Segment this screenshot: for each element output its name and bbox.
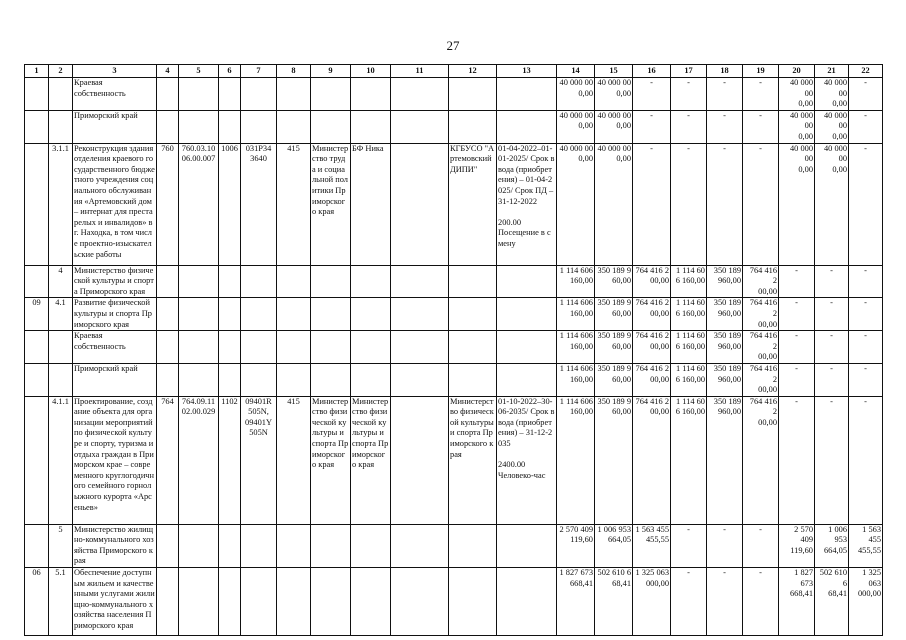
column-number-7: 7 <box>241 65 277 78</box>
table-cell-col-12 <box>449 524 497 567</box>
table-cell-col-15: 350 189 9 60,00 <box>595 363 633 396</box>
table-cell-col-15: 350 189 9 60,00 <box>595 396 633 524</box>
table-cell-col-19: 764 416 2 00,00 <box>743 331 779 364</box>
table-cell-col-10 <box>351 363 391 396</box>
column-number-19: 19 <box>743 65 779 78</box>
table-cell-col-3: Министерство жилищно-коммунального хозяйства Приморского края <box>73 524 157 567</box>
table-cell-col-6: 1006 <box>219 143 241 265</box>
table-cell-col-11 <box>391 524 449 567</box>
column-number-22: 22 <box>849 65 883 78</box>
column-number-2: 2 <box>49 65 73 78</box>
table-cell-col-4 <box>157 265 179 298</box>
table-cell-col-20: - <box>779 363 815 396</box>
table-cell-col-12 <box>449 363 497 396</box>
table-cell-col-16: 764 416 2 00,00 <box>633 298 671 331</box>
table-row <box>25 110 883 143</box>
table-cell-col-14: 2 570 409 119,60 <box>557 524 595 567</box>
table-cell-col-1 <box>25 396 49 524</box>
table-cell-col-4 <box>157 298 179 331</box>
table-cell-col-13 <box>497 110 557 143</box>
table-cell-col-11 <box>391 568 449 636</box>
table-cell-col-16: 764 416 2 00,00 <box>633 331 671 364</box>
table-row <box>25 298 883 331</box>
table-cell-col-2: 3.1.1 <box>49 143 73 265</box>
table-cell-col-16: - <box>633 110 671 143</box>
table-cell-col-4: 764 <box>157 396 179 524</box>
table-cell-col-8 <box>277 524 311 567</box>
table-cell-col-3: Краевая собственность <box>73 78 157 111</box>
table-cell-col-3: Приморский край <box>73 110 157 143</box>
table-cell-col-14: 40 000 00 0,00 <box>557 143 595 265</box>
table-cell-col-2 <box>49 110 73 143</box>
table-cell-col-22: - <box>849 363 883 396</box>
table-cell-col-1 <box>25 331 49 364</box>
table-cell-col-13 <box>497 568 557 636</box>
table-cell-col-8 <box>277 110 311 143</box>
table-cell-col-7 <box>241 331 277 364</box>
table-cell-col-5 <box>179 568 219 636</box>
table-cell-col-2 <box>49 363 73 396</box>
table-cell-col-20: - <box>779 298 815 331</box>
table-cell-col-21: - <box>815 265 849 298</box>
table-cell-col-1 <box>25 524 49 567</box>
column-number-13: 13 <box>497 65 557 78</box>
table-cell-col-17: - <box>671 524 707 567</box>
table-cell-col-4 <box>157 78 179 111</box>
table-cell-col-22: - <box>849 265 883 298</box>
table-cell-col-12 <box>449 265 497 298</box>
table-cell-col-14: 1 114 606 160,00 <box>557 363 595 396</box>
table-cell-col-7: 09401R 505N, 09401Y 505N <box>241 396 277 524</box>
table-cell-col-5: 764.09.11 02.00.029 <box>179 396 219 524</box>
column-number-15: 15 <box>595 65 633 78</box>
column-number-11: 11 <box>391 65 449 78</box>
table-cell-col-6 <box>219 265 241 298</box>
table-cell-col-18: - <box>707 568 743 636</box>
column-number-21: 21 <box>815 65 849 78</box>
table-cell-col-16: 1 325 063 000,00 <box>633 568 671 636</box>
table-cell-col-8 <box>277 568 311 636</box>
table-cell-col-20: - <box>779 265 815 298</box>
table-cell-col-11 <box>391 298 449 331</box>
table-cell-col-10 <box>351 298 391 331</box>
table-cell-col-12 <box>449 110 497 143</box>
table-cell-col-7 <box>241 363 277 396</box>
table-cell-col-1 <box>25 363 49 396</box>
table-cell-col-5 <box>179 524 219 567</box>
table-cell-col-2: 4.1.1 <box>49 396 73 524</box>
table-cell-col-4: 760 <box>157 143 179 265</box>
table-cell-col-1 <box>25 110 49 143</box>
table-cell-col-14: 1 114 606 160,00 <box>557 396 595 524</box>
table-cell-col-6 <box>219 331 241 364</box>
table-cell-col-17: - <box>671 143 707 265</box>
table-cell-col-7 <box>241 568 277 636</box>
table-cell-col-10: Министерство физической культуры и спорта Приморского края <box>351 396 391 524</box>
table-cell-col-19: 764 416 2 00,00 <box>743 363 779 396</box>
table-cell-col-14: 1 114 606 160,00 <box>557 265 595 298</box>
table-cell-col-20: 2 570 409 119,60 <box>779 524 815 567</box>
table-cell-col-3: Реконструкция здания отделения краевого государственного бюджетного учреждения социального обслуживания «Артемовский дом – интернат для престарелых и инвалидов» в г. Находка, в том числе проектно-изыскательские работы <box>73 143 157 265</box>
table-cell-col-7 <box>241 78 277 111</box>
table-cell-col-6 <box>219 568 241 636</box>
table-cell-col-11 <box>391 110 449 143</box>
table-cell-col-11 <box>391 78 449 111</box>
column-number-1: 1 <box>25 65 49 78</box>
table-cell-col-2: 4.1 <box>49 298 73 331</box>
table-row <box>25 331 883 364</box>
table-cell-col-12 <box>449 78 497 111</box>
table-cell-col-9: Министерство физической культуры и спорта Приморского края <box>311 396 351 524</box>
table-cell-col-11 <box>391 265 449 298</box>
table-cell-col-16: - <box>633 78 671 111</box>
table-cell-col-20: 40 000 00 0,00 <box>779 143 815 265</box>
table-cell-col-3: Обеспечение доступным жильем и качественными услугами жилищно-коммунального хозяйства населения Приморского края <box>73 568 157 636</box>
table-cell-col-4 <box>157 110 179 143</box>
table-cell-col-15: 1 006 953 664,05 <box>595 524 633 567</box>
table-cell-col-9 <box>311 331 351 364</box>
table-cell-col-13 <box>497 298 557 331</box>
table-cell-col-19: 764 416 2 00,00 <box>743 298 779 331</box>
table-cell-col-14: 1 114 606 160,00 <box>557 331 595 364</box>
table-cell-col-6 <box>219 78 241 111</box>
table-cell-col-16: - <box>633 143 671 265</box>
table-cell-col-15: 350 189 9 60,00 <box>595 298 633 331</box>
table-cell-col-13 <box>497 363 557 396</box>
table-cell-col-5 <box>179 265 219 298</box>
table-cell-col-17: - <box>671 78 707 111</box>
column-number-3: 3 <box>73 65 157 78</box>
table-cell-col-18: - <box>707 143 743 265</box>
table-cell-col-14: 40 000 00 0,00 <box>557 78 595 111</box>
table-cell-col-11 <box>391 331 449 364</box>
table-cell-col-22: 1 325 063 000,00 <box>849 568 883 636</box>
table-cell-col-10 <box>351 331 391 364</box>
page-number: 27 <box>446 38 460 53</box>
table-cell-col-1 <box>25 78 49 111</box>
table-cell-col-3: Развитие физической культуры и спорта Приморского края <box>73 298 157 331</box>
column-number-12: 12 <box>449 65 497 78</box>
table-cell-col-6 <box>219 298 241 331</box>
table-cell-col-5 <box>179 110 219 143</box>
table-cell-col-7 <box>241 110 277 143</box>
table-cell-col-16: 764 416 2 00,00 <box>633 265 671 298</box>
column-number-9: 9 <box>311 65 351 78</box>
table-cell-col-10 <box>351 524 391 567</box>
column-number-16: 16 <box>633 65 671 78</box>
table-cell-col-4 <box>157 331 179 364</box>
table-cell-col-14: 1 114 606 160,00 <box>557 298 595 331</box>
table-cell-col-4 <box>157 568 179 636</box>
table-cell-col-3: Приморский край <box>73 363 157 396</box>
table-cell-col-12 <box>449 298 497 331</box>
table-cell-col-21: - <box>815 331 849 364</box>
table-cell-col-2: 5 <box>49 524 73 567</box>
table-cell-col-6 <box>219 110 241 143</box>
table-cell-col-13 <box>497 265 557 298</box>
table-cell-col-14: 40 000 00 0,00 <box>557 110 595 143</box>
table-cell-col-15: 40 000 00 0,00 <box>595 110 633 143</box>
table-cell-col-5 <box>179 78 219 111</box>
table-cell-col-5: 760.03.10 06.00.007 <box>179 143 219 265</box>
table-cell-col-12: Министерство физической культуры и спорта Приморского края <box>449 396 497 524</box>
table-cell-col-12 <box>449 331 497 364</box>
table-cell-col-19: - <box>743 524 779 567</box>
table-cell-col-21: 502 610 6 68,41 <box>815 568 849 636</box>
table-cell-col-8: 415 <box>277 396 311 524</box>
table-cell-col-19: - <box>743 143 779 265</box>
table-row <box>25 143 883 265</box>
table-cell-col-15: 40 000 00 0,00 <box>595 143 633 265</box>
table-cell-col-16: 764 416 2 00,00 <box>633 396 671 524</box>
table-cell-col-21: 40 000 00 0,00 <box>815 143 849 265</box>
table-cell-col-21: - <box>815 298 849 331</box>
table-cell-col-1: 06 <box>25 568 49 636</box>
table-cell-col-3: Проектирование, создание объекта для организации мероприятий по физической культуре и спорту, туризма и отдыха граждан в Приморском крае – современного круглогодичного семейного горнолыжного курорта «Арсеньев» <box>73 396 157 524</box>
table-cell-col-10 <box>351 265 391 298</box>
table-cell-col-13: 01-10-2022–30-06-2035/ Срок ввода (приобретения) – 31-12-2035 2400.00 Человеко-час <box>497 396 557 524</box>
table-cell-col-9 <box>311 524 351 567</box>
table-row <box>25 265 883 298</box>
table-cell-col-18: 350 189 960,00 <box>707 298 743 331</box>
table-cell-col-18: 350 189 960,00 <box>707 363 743 396</box>
table-cell-col-15: 40 000 00 0,00 <box>595 78 633 111</box>
table-cell-col-4 <box>157 524 179 567</box>
table-cell-col-2 <box>49 78 73 111</box>
table-cell-col-10 <box>351 78 391 111</box>
table-cell-col-2: 5.1 <box>49 568 73 636</box>
table-cell-col-20: 40 000 00 0,00 <box>779 110 815 143</box>
table-cell-col-19: - <box>743 110 779 143</box>
table-cell-col-20: - <box>779 331 815 364</box>
table-cell-col-1 <box>25 143 49 265</box>
table-cell-col-17: - <box>671 568 707 636</box>
budget-table <box>24 64 883 636</box>
table-cell-col-17: 1 114 60 6 160,00 <box>671 396 707 524</box>
table-cell-col-22: - <box>849 110 883 143</box>
column-number-18: 18 <box>707 65 743 78</box>
table-cell-col-7 <box>241 298 277 331</box>
table-cell-col-11 <box>391 396 449 524</box>
table-cell-col-22: - <box>849 78 883 111</box>
table-cell-col-9 <box>311 265 351 298</box>
table-cell-col-20: 1 827 673 668,41 <box>779 568 815 636</box>
table-cell-col-8: 415 <box>277 143 311 265</box>
table-cell-col-8 <box>277 331 311 364</box>
table-cell-col-8 <box>277 298 311 331</box>
column-number-6: 6 <box>219 65 241 78</box>
table-cell-col-9 <box>311 110 351 143</box>
table-cell-col-12: КГБУСО "Артемовский ДИПИ" <box>449 143 497 265</box>
column-number-4: 4 <box>157 65 179 78</box>
table-cell-col-18: 350 189 960,00 <box>707 396 743 524</box>
table-cell-col-19: 764 416 2 00,00 <box>743 265 779 298</box>
table-cell-col-21: - <box>815 396 849 524</box>
table-cell-col-19: - <box>743 78 779 111</box>
table-cell-col-16: 1 563 455 455,55 <box>633 524 671 567</box>
table-cell-col-13 <box>497 78 557 111</box>
table-cell-col-8 <box>277 78 311 111</box>
table-cell-col-6 <box>219 524 241 567</box>
table-cell-col-15: 502 610 6 68,41 <box>595 568 633 636</box>
column-number-20: 20 <box>779 65 815 78</box>
column-number-10: 10 <box>351 65 391 78</box>
table-cell-col-21: 1 006 953 664,05 <box>815 524 849 567</box>
table-row <box>25 568 883 636</box>
table-cell-col-17: 1 114 60 6 160,00 <box>671 331 707 364</box>
column-number-17: 17 <box>671 65 707 78</box>
table-cell-col-19: 764 416 2 00,00 <box>743 396 779 524</box>
table-cell-col-18: 350 189 960,00 <box>707 331 743 364</box>
table-cell-col-9 <box>311 568 351 636</box>
table-cell-col-11 <box>391 143 449 265</box>
table-cell-col-22: - <box>849 396 883 524</box>
table-cell-col-19: - <box>743 568 779 636</box>
table-cell-col-13 <box>497 331 557 364</box>
table-row <box>25 524 883 567</box>
table-cell-col-18: - <box>707 110 743 143</box>
table-cell-col-16: 764 416 2 00,00 <box>633 363 671 396</box>
table-cell-col-7: 031P34 3640 <box>241 143 277 265</box>
table-cell-col-7 <box>241 265 277 298</box>
table-cell-col-9 <box>311 78 351 111</box>
table-cell-col-1 <box>25 265 49 298</box>
table-cell-col-10 <box>351 568 391 636</box>
table-row <box>25 396 883 524</box>
table-cell-col-3: Министерство физической культуры и спорта Приморского края <box>73 265 157 298</box>
table-cell-col-6: 1102 <box>219 396 241 524</box>
column-number-5: 5 <box>179 65 219 78</box>
table-cell-col-15: 350 189 9 60,00 <box>595 265 633 298</box>
table-cell-col-8 <box>277 265 311 298</box>
table-cell-col-18: - <box>707 78 743 111</box>
column-number-14: 14 <box>557 65 595 78</box>
table-cell-col-7 <box>241 524 277 567</box>
table-cell-col-14: 1 827 673 668,41 <box>557 568 595 636</box>
table-cell-col-21: 40 000 00 0,00 <box>815 110 849 143</box>
table-cell-col-4 <box>157 363 179 396</box>
table-cell-col-6 <box>219 363 241 396</box>
table-cell-col-9 <box>311 363 351 396</box>
table-cell-col-11 <box>391 363 449 396</box>
table-cell-col-13 <box>497 524 557 567</box>
table-cell-col-2 <box>49 331 73 364</box>
table-cell-col-10: БФ Ника <box>351 143 391 265</box>
table-cell-col-17: 1 114 60 6 160,00 <box>671 265 707 298</box>
table-cell-col-22: - <box>849 331 883 364</box>
table-cell-col-2: 4 <box>49 265 73 298</box>
table-cell-col-10 <box>351 110 391 143</box>
table-cell-col-20: - <box>779 396 815 524</box>
table-cell-col-5 <box>179 298 219 331</box>
table-row <box>25 78 883 111</box>
table-cell-col-13: 01-04-2022–01-01-2025/ Срок ввода (приобретения) – 01-04-2025/ Срок ПД – 31-12-2022 200.00 Посещение в смену <box>497 143 557 265</box>
table-cell-col-9: Министерство труда и социальной политики Приморского края <box>311 143 351 265</box>
column-number-8: 8 <box>277 65 311 78</box>
table-cell-col-3: Краевая собственность <box>73 331 157 364</box>
table-cell-col-18: 350 189 960,00 <box>707 265 743 298</box>
table-cell-col-22: 1 563 455 455,55 <box>849 524 883 567</box>
table-row <box>25 363 883 396</box>
table-cell-col-8 <box>277 363 311 396</box>
table-cell-col-12 <box>449 568 497 636</box>
table-cell-col-1: 09 <box>25 298 49 331</box>
table-cell-col-5 <box>179 331 219 364</box>
table-cell-col-18: - <box>707 524 743 567</box>
table-cell-col-20: 40 000 00 0,00 <box>779 78 815 111</box>
table-cell-col-15: 350 189 9 60,00 <box>595 331 633 364</box>
table-cell-col-9 <box>311 298 351 331</box>
table-cell-col-17: - <box>671 110 707 143</box>
table-cell-col-21: - <box>815 363 849 396</box>
table-cell-col-22: - <box>849 298 883 331</box>
column-number-row <box>25 65 883 78</box>
table-cell-col-5 <box>179 363 219 396</box>
table-cell-col-17: 1 114 60 6 160,00 <box>671 298 707 331</box>
table-cell-col-22: - <box>849 143 883 265</box>
table-cell-col-17: 1 114 60 6 160,00 <box>671 363 707 396</box>
table-cell-col-21: 40 000 00 0,00 <box>815 78 849 111</box>
